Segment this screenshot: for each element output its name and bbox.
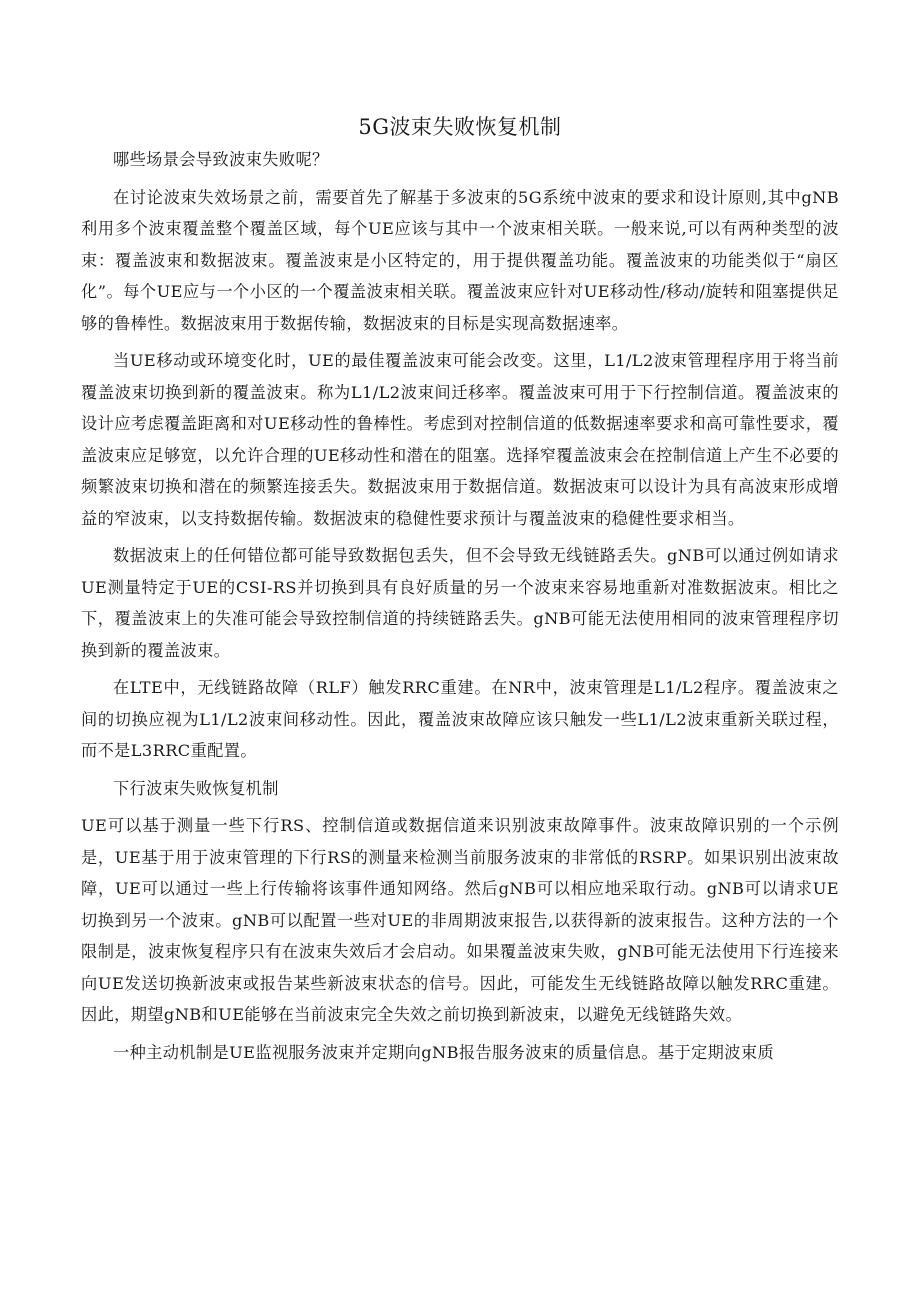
section-heading: 下行波束失败恢复机制 <box>113 778 279 798</box>
document-page <box>81 112 839 1074</box>
document-title: 5G波束失败恢复机制 <box>358 115 562 139</box>
paragraph-beam-failure-identification: UE可以基于测量一些下行RS、控制信道或数据信道来识别波束故障事件。波束故障识别的一个示例是，UE基于用于波束管理的下行RS的测量来检测当前服务波束的非常低的RSRP。如果识别出波束故障，UE可以通过一些上行传输将该事件通知网络。然后gNB可以相应地采取行动。gNB可以请求UE切换到另一个波束。gNB可以配置一些对UE的非周期波束报告,以获得新的波束报告。这种方法的一个限制是，波束恢复程序只有在波束失效后才会启动。如果覆盖波束失败，gNB可能无法使用下行连接来向UE发送切换新波束或报告某些新波束状态的信号。因此，可能发生无线链路故障以触发RRC重建。因此，期望gNB和UE能够在当前波束完全失效之前切换到新波束，以避免无线链路失效。 <box>81 816 839 1024</box>
paragraph-proactive-mechanism: 一种主动机制是UE监视服务波束并定期向gNB报告服务波束的质量信息。基于定期波束质 <box>113 1042 775 1062</box>
paragraph-data-beam-misalignment: 数据波束上的任何错位都可能导致数据包丢失，但不会导致无线链路丢失。gNB可以通过例如请求UE测量特定于UE的CSI-RS并切换到具有良好质量的另一个波束来容易地重新对准数据波束。相比之下，覆盖波束上的失准可能会导致控制信道的持续链路丢失。gNB可能无法使用相同的波束管理程序切换到新的覆盖波束。 <box>81 546 839 660</box>
question-heading: 哪些场景会导致波束失败呢？ <box>113 150 329 169</box>
paragraph-lte-nr-comparison: 在LTE中，无线链路故障（RLF）触发RRC重建。在NR中，波束管理是L1/L2程序。覆盖波束之间的切换应视为L1/L2波束间移动性。因此，覆盖波束故障应该只触发一些L1/L2波束重新关联过程，而不是L3RRC重配置。 <box>81 678 839 760</box>
paragraph-beam-types: 在讨论波束失效场景之前，需要首先了解基于多波束的5G系统中波束的要求和设计原则,其中gNB利用多个波束覆盖整个覆盖区域，每个UE应该与其中一个波束相关联。一般来说,可以有两种类型的波束：覆盖波束和数据波束。覆盖波束是小区特定的，用于提供覆盖功能。覆盖波束的功能类似于“扇区化”。每个UE应与一个小区的一个覆盖波束相关联。覆盖波束应针对UE移动性/移动/旋转和阻塞提供足够的鲁棒性。数据波束用于数据传输，数据波束的目标是实现高数据速率。 <box>81 187 839 333</box>
paragraph-beam-mobility: 当UE移动或环境变化时，UE的最佳覆盖波束可能会改变。这里，L1/L2波束管理程序用于将当前覆盖波束切换到新的覆盖波束。称为L1/L2波束间迁移率。覆盖波束可用于下行控制信道。覆盖波束的设计应考虑覆盖距离和对UE移动性的鲁棒性。考虑到对控制信道的低数据速率要求和高可靠性要求，覆盖波束应足够宽，以允许合理的UE移动性和潜在的阻塞。选择窄覆盖波束会在控制信道上产生不必要的频繁波束切换和潜在的频繁连接丢失。数据波束用于数据信道。数据波束可以设计为具有高波束形成增益的窄波束，以支持数据传输。数据波束的稳健性要求预计与覆盖波束的稳健性要求相当。 <box>81 351 839 528</box>
